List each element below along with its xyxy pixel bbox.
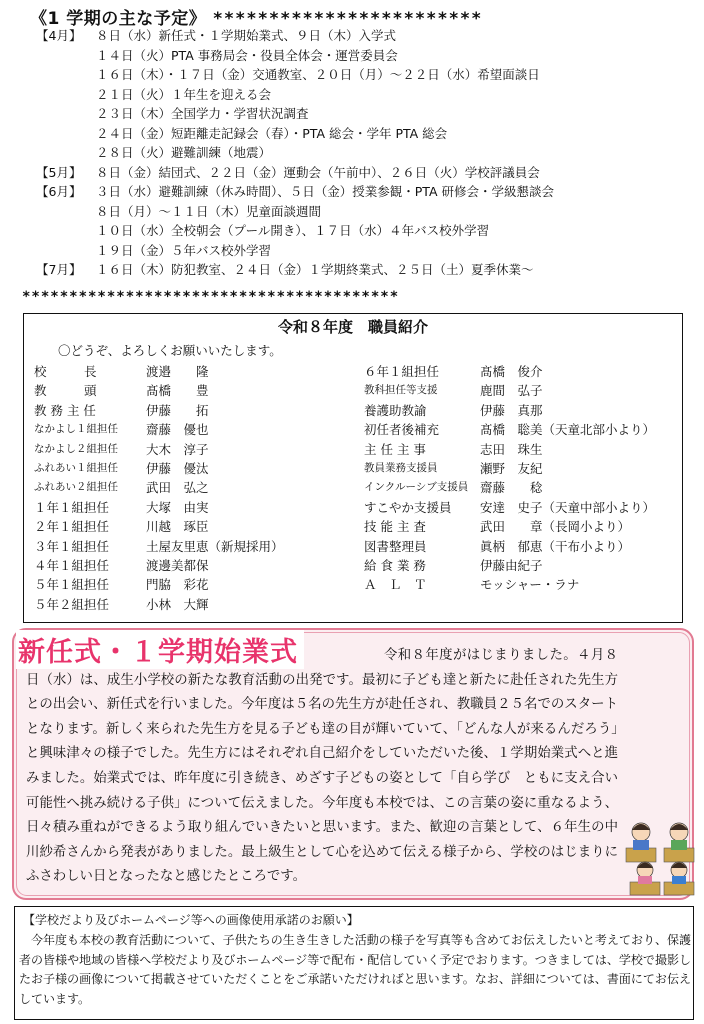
staff-row [364,401,684,420]
schedule-event: ８日（金）結団式、２２日（金）運動会（午前中）、２６日（火）学校評議員会 [96,164,540,180]
staff-row [364,420,684,439]
staff-role: ３年１組担任 [34,538,110,554]
image-consent-notice [14,906,694,1020]
staff-name: 眞柄 郁恵（干布小より） [480,538,631,554]
staff-name: 瀬野 友紀 [480,460,543,476]
staff-row [364,517,684,536]
staff-row [364,556,684,575]
staff-row [34,440,354,459]
staff-row [34,556,354,575]
staff-role: ４年１組担任 [34,557,110,573]
staff-name: 大塚 由実 [146,499,209,515]
staff-role: 技 能 主 査 [364,519,426,535]
staff-row [364,537,684,556]
notice-title: 【学校だより及びホームページ等への画像使用承諾のお願い】 [23,913,359,927]
staff-name: 武田 章（長岡小より） [480,519,631,535]
schedule-stars-divider: **************************************** [22,289,400,305]
schedule-event: ２３日（木）全国学力・学習状況調査 [96,106,309,121]
schedule-row [30,65,700,85]
staff-row [34,478,354,497]
notice-text: 今年度も本校の教育活動について、子供たちの生き生きした活動の様子を写真等も含めてお伝えしたいと考えており、保護者の皆様や地域の皆様へ学校だより及びホームページ等で配布・配信していく予定でおります。つきましては、学校で撮影したお子様の画像について掲載させていただくことをご承諾いただければと思います。なお、詳細については、書面にてお伝えしています。 [19,933,691,1006]
staff-row [34,537,354,556]
staff-role: ６年１組担任 [364,364,440,379]
schedule-month: 【5月】 [36,164,82,180]
staff-name: 土屋友里恵（新規採用） [146,538,284,554]
staff-role: 図書整理員 [364,538,427,554]
schedule-event: １４日（火）PTA 事務局会・役員全体会・運営委員会 [96,47,398,63]
staff-name: 鹿間 弘子 [480,383,543,399]
staff-name: 門脇 彩花 [146,577,209,593]
staff-role: 給 食 業 務 [364,557,426,573]
schedule-row [30,163,700,183]
staff-row [34,381,354,400]
schedule-list [30,26,700,280]
staff-role: ２年１組担任 [34,519,110,535]
staff-name: 伊藤由紀子 [480,557,543,573]
staff-row [364,575,684,594]
staff-name: 髙橋 豊 [146,383,209,399]
staff-name: 髙橋 聡美（天童北部小より） [480,422,656,438]
staff-row [364,478,684,497]
schedule-event: ２４日（金）短距離走記録会（春）・PTA 総会・学年 PTA 総会 [96,125,448,141]
staff-role: 初任者後補充 [364,422,440,438]
ceremony-heading: 新任式・１学期始業式 [16,630,304,669]
staff-role: ふれあい２組担任 [34,481,118,494]
staff-role: ５年２組担任 [34,596,110,612]
staff-role: なかよし２組担任 [34,442,118,455]
schedule-row [30,124,700,144]
staff-name: 伊藤 真那 [480,402,543,418]
staff-role: 教 頭 [34,383,97,399]
staff-row [34,459,354,478]
staff-name: 伊藤 優汰 [146,460,209,476]
schedule-row [30,26,700,46]
staff-column-right [364,362,684,595]
schedule-row [30,221,700,241]
schedule-event: １６日（木）防犯教室、２４日（金）１学期終業式、２５日（土）夏季休業～ [96,262,534,277]
staff-name: 川越 琢臣 [146,519,209,535]
staff-name: モッシャー・ラナ [480,577,580,593]
schedule-row [30,46,700,66]
schedule-month: 【6月】 [36,184,82,199]
schedule-row [30,143,700,163]
staff-name: 志田 珠生 [480,441,543,457]
staff-title: 令和８年度 職員紹介 [277,318,428,336]
staff-role: インクルーシブ支援員 [364,481,469,494]
staff-row [364,381,684,400]
staff-name: 大木 淳子 [146,441,209,457]
staff-column-left [34,362,354,614]
staff-row [34,401,354,420]
staff-row [34,498,354,517]
schedule-row [30,85,700,105]
staff-role: ５年１組担任 [34,577,110,593]
staff-role: 教 務 主 任 [34,402,96,418]
staff-role: Ａ Ｌ Ｔ [364,577,427,593]
schedule-row [30,104,700,124]
schedule-event: １９日（金）５年バス校外学習 [96,242,272,258]
schedule-row [30,241,700,261]
schedule-event: １６日（木）・１７日（金）交通教室、２０日（月）～２２日（水）希望面談日 [96,67,540,82]
staff-name: 齋藤 優也 [146,422,209,438]
schedule-row [30,260,700,280]
staff-name: 小林 大輝 [146,596,209,612]
staff-row [34,575,354,594]
staff-row [34,362,354,381]
staff-introduction-box [23,313,683,623]
staff-row [34,517,354,536]
staff-name: 髙橋 俊介 [480,364,543,379]
staff-name: 伊藤 拓 [146,402,209,418]
staff-role: 主 任 主 事 [364,441,426,457]
staff-role: なかよし１組担任 [34,423,118,436]
staff-row [34,595,354,614]
staff-role: ふれあい１組担任 [34,461,118,474]
staff-name: 安達 史子（天童中部小より） [480,499,656,515]
schedule-event: ３日（水）避難訓練（休み時間）、５日（金）授業参観・PTA 研修会・学級懇談会 [96,184,554,199]
schedule-event: ８日（水）新任式・１学期始業式、９日（木）入学式 [96,28,397,43]
staff-role: 校 長 [34,364,97,379]
staff-role: 養護助教諭 [364,402,427,418]
students-illustration [624,808,698,898]
schedule-event: ２８日（火）避難訓練（地震） [96,145,272,160]
staff-name: 武田 弘之 [146,480,209,496]
staff-role: １年１組担任 [34,499,110,515]
staff-role: 教科担任等支援 [364,384,438,397]
schedule-event: １０日（水）全校朝会（プール開き）、１７日（水）４年バス校外学習 [96,223,490,238]
staff-row [364,498,684,517]
schedule-stars-top: ************************ [212,9,483,29]
staff-row [364,459,684,478]
staff-name: 渡邊美都保 [146,557,209,573]
staff-name: 渡邉 隆 [146,364,209,379]
schedule-event: ８日（月）～１１日（木）児童面談週間 [96,203,322,219]
schedule-title: 《1 学期の主な予定》 [30,9,207,29]
staff-name: 齋藤 稔 [480,480,543,496]
staff-row [364,440,684,459]
ceremony-text: 令和８年度がはじまりました。４月８日（水）は、成生小学校の新たな教育活動の出発です。最初に子ども達と新たに赴任された先生方との出会い、新任式を行いました。今年度は５名の先生方が赴任され、教職員２５名でのスタートとなります。新しく来られた先生方を見る子ども達の目が輝いていて、「どんな人が来るんだろう」と興味津々の様子でした。先生方にはそれぞれ自己紹介をしていただいた後、１学期始業式へと進みました。始業式では、昨年度に引き続き、めざす子どもの姿として「自ら学び ともに支え合い 可能性へ挑み続ける子供」について伝えました。今年度も本校では、この言葉の姿に重なるよう、日々積み重ねができるよう取り組んでいきたいと思います。また、歓迎の言葉として、６年生の中川紗希さんから発表がありました。最上級生として心を込めて伝える様子から、学校のはじまりにふさわしい日となったなと感じたところです。 [26,648,632,885]
schedule-event: ２１日（火）１年生を迎える会 [96,86,272,102]
schedule-month: 【4月】 [36,28,82,43]
staff-role: 教員業務支援員 [364,461,438,474]
staff-role: すこやか支援員 [364,499,452,515]
ceremony-section-body [26,644,694,896]
staff-row [34,420,354,439]
schedule-row [30,202,700,222]
staff-row [364,362,684,381]
schedule-row [30,182,700,202]
staff-greeting: 〇どうぞ、よろしくお願いいたします。 [58,343,282,358]
schedule-month: 【7月】 [36,262,82,277]
